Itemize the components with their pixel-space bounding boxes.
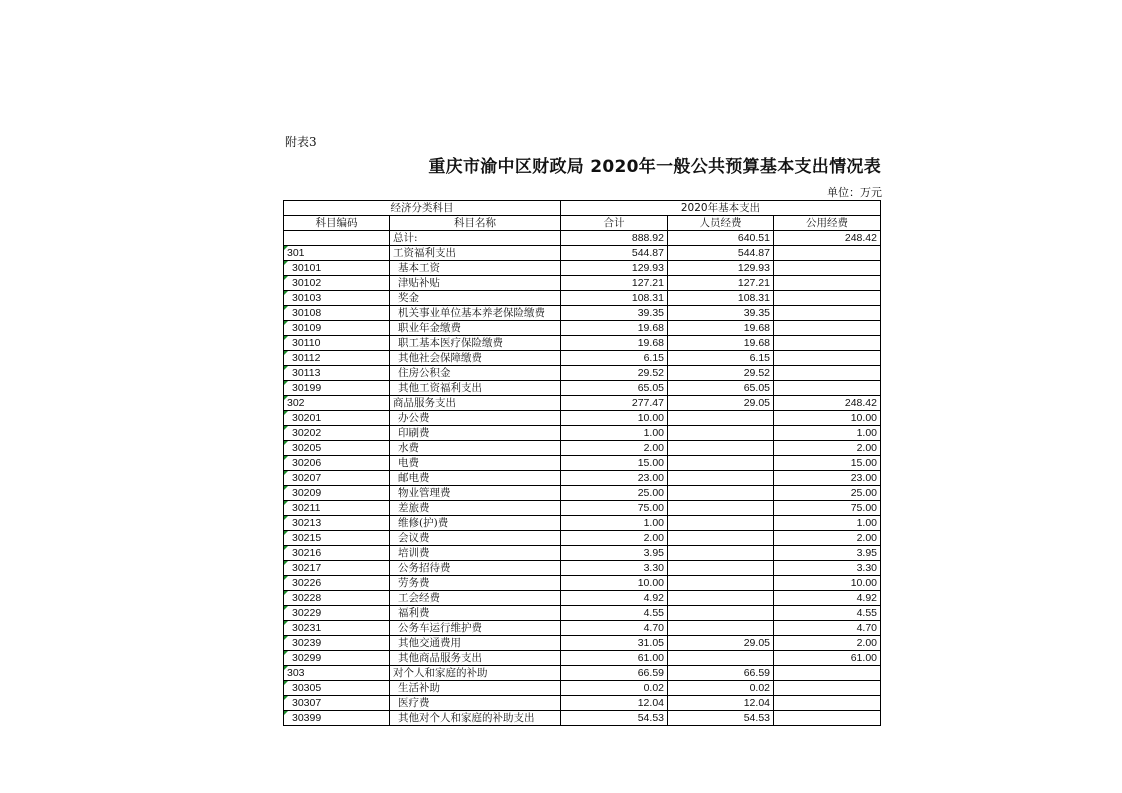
row-public [774,306,881,321]
row-personnel [668,441,774,456]
table-row [284,351,881,366]
row-total: 31.05 [561,636,668,651]
row-name: 会议费 [390,531,561,546]
row-name: 差旅费 [390,501,561,516]
row-code: 30201 [284,411,390,426]
row-personnel [668,561,774,576]
table-row [284,231,881,246]
row-personnel: 640.51 [668,231,774,246]
row-personnel: 19.68 [668,336,774,351]
row-name: 其他对个人和家庭的补助支出 [390,711,561,726]
row-name: 公务车运行维护费 [390,621,561,636]
table-row [284,666,881,681]
row-name: 邮电费 [390,471,561,486]
row-name: 商品服务支出 [390,396,561,411]
row-personnel: 0.02 [668,681,774,696]
row-name: 基本工资 [390,261,561,276]
row-public: 1.00 [774,516,881,531]
table-row [284,336,881,351]
row-personnel [668,486,774,501]
row-total: 12.04 [561,696,668,711]
row-public: 3.95 [774,546,881,561]
row-total: 19.68 [561,336,668,351]
table-row [284,696,881,711]
row-code: 30199 [284,381,390,396]
row-total: 3.30 [561,561,668,576]
row-public [774,681,881,696]
row-public [774,246,881,261]
row-name: 对个人和家庭的补助 [390,666,561,681]
row-public: 15.00 [774,456,881,471]
row-code: 30299 [284,651,390,666]
row-code: 30108 [284,306,390,321]
table-row [284,681,881,696]
row-name: 机关事业单位基本养老保险缴费 [390,306,561,321]
row-code: 30202 [284,426,390,441]
row-name: 津贴补贴 [390,276,561,291]
budget-table [283,200,881,726]
table-row [284,306,881,321]
header-economic-category: 经济分类科目 [284,201,561,216]
table-row [284,396,881,411]
table-row [284,576,881,591]
row-name: 印刷费 [390,426,561,441]
row-name: 工资福利支出 [390,246,561,261]
row-personnel [668,591,774,606]
row-code: 30103 [284,291,390,306]
row-code: 30113 [284,366,390,381]
row-personnel [668,546,774,561]
row-total: 66.59 [561,666,668,681]
row-code: 30217 [284,561,390,576]
row-personnel: 19.68 [668,321,774,336]
row-code: 30307 [284,696,390,711]
table-row [284,531,881,546]
row-public: 25.00 [774,486,881,501]
row-total: 129.93 [561,261,668,276]
row-name: 奖金 [390,291,561,306]
row-code: 30112 [284,351,390,366]
row-code: 301 [284,246,390,261]
row-personnel [668,426,774,441]
row-total: 54.53 [561,711,668,726]
table-row [284,276,881,291]
row-total: 127.21 [561,276,668,291]
row-public [774,336,881,351]
row-name: 住房公积金 [390,366,561,381]
row-name: 水费 [390,441,561,456]
row-name: 劳务费 [390,576,561,591]
row-code: 30213 [284,516,390,531]
row-name: 福利费 [390,606,561,621]
table-row [284,456,881,471]
row-code: 30110 [284,336,390,351]
row-public [774,711,881,726]
row-total: 108.31 [561,291,668,306]
row-name: 办公费 [390,411,561,426]
row-total: 23.00 [561,471,668,486]
table-row [284,366,881,381]
row-code: 30101 [284,261,390,276]
row-public: 61.00 [774,651,881,666]
row-code: 303 [284,666,390,681]
row-total: 4.92 [561,591,668,606]
header-total: 合计 [561,216,668,231]
row-personnel [668,501,774,516]
row-public [774,351,881,366]
row-public: 248.42 [774,396,881,411]
row-public: 75.00 [774,501,881,516]
row-personnel: 65.05 [668,381,774,396]
row-public: 1.00 [774,426,881,441]
row-total: 1.00 [561,426,668,441]
header-column-row [284,216,881,231]
table-row [284,246,881,261]
row-total: 3.95 [561,546,668,561]
row-public [774,381,881,396]
row-total: 15.00 [561,456,668,471]
row-code: 30215 [284,531,390,546]
row-name: 总计: [390,231,561,246]
row-public: 4.55 [774,606,881,621]
row-code: 30228 [284,591,390,606]
row-personnel [668,531,774,546]
row-name: 公务招待费 [390,561,561,576]
row-code: 30226 [284,576,390,591]
row-code: 302 [284,396,390,411]
row-public [774,276,881,291]
row-name: 职工基本医疗保险缴费 [390,336,561,351]
row-name: 其他商品服务支出 [390,651,561,666]
table-row [284,501,881,516]
row-total: 544.87 [561,246,668,261]
row-personnel [668,651,774,666]
row-public: 2.00 [774,531,881,546]
header-personnel: 人员经费 [668,216,774,231]
row-public: 2.00 [774,636,881,651]
row-public [774,666,881,681]
row-name: 职业年金缴费 [390,321,561,336]
row-personnel [668,516,774,531]
row-personnel: 127.21 [668,276,774,291]
row-code: 30205 [284,441,390,456]
row-public: 248.42 [774,231,881,246]
table-row [284,651,881,666]
row-total: 4.70 [561,621,668,636]
row-personnel: 129.93 [668,261,774,276]
row-personnel: 54.53 [668,711,774,726]
row-personnel [668,576,774,591]
row-total: 29.52 [561,366,668,381]
row-personnel: 29.05 [668,636,774,651]
row-name: 电费 [390,456,561,471]
row-personnel: 29.52 [668,366,774,381]
table-row [284,591,881,606]
row-public: 4.92 [774,591,881,606]
row-public [774,261,881,276]
row-code: 30207 [284,471,390,486]
table-row [284,516,881,531]
row-personnel: 12.04 [668,696,774,711]
row-personnel [668,456,774,471]
header-basic-expenditure: 2020年基本支出 [561,201,881,216]
table-row [284,291,881,306]
row-total: 4.55 [561,606,668,621]
annex-label: 附表3 [285,135,317,149]
row-public: 10.00 [774,576,881,591]
row-public [774,366,881,381]
row-total: 39.35 [561,306,668,321]
row-name: 工会经费 [390,591,561,606]
table-row [284,486,881,501]
table-row [284,711,881,726]
table-row [284,261,881,276]
row-public [774,291,881,306]
row-code: 30102 [284,276,390,291]
row-personnel: 544.87 [668,246,774,261]
row-personnel [668,606,774,621]
table-row [284,426,881,441]
row-code: 30239 [284,636,390,651]
row-name: 其他交通费用 [390,636,561,651]
row-personnel: 39.35 [668,306,774,321]
row-code [284,231,390,246]
row-public [774,696,881,711]
table-row [284,381,881,396]
header-group-row [284,201,881,216]
table-row [284,621,881,636]
row-name: 生活补助 [390,681,561,696]
page-title: 重庆市渝中区财政局 2020年一般公共预算基本支出情况表 [428,157,881,177]
row-name: 物业管理费 [390,486,561,501]
row-total: 10.00 [561,411,668,426]
row-personnel [668,471,774,486]
row-personnel [668,411,774,426]
row-code: 30399 [284,711,390,726]
row-public: 3.30 [774,561,881,576]
row-personnel: 108.31 [668,291,774,306]
row-name: 维修(护)费 [390,516,561,531]
row-public [774,321,881,336]
row-total: 75.00 [561,501,668,516]
row-code: 30109 [284,321,390,336]
row-total: 0.02 [561,681,668,696]
table-row [284,561,881,576]
table-row [284,546,881,561]
table-row [284,411,881,426]
row-name: 培训费 [390,546,561,561]
table-row [284,441,881,456]
row-public: 2.00 [774,441,881,456]
table-row [284,471,881,486]
table-row [284,636,881,651]
row-code: 30231 [284,621,390,636]
row-personnel [668,621,774,636]
row-total: 6.15 [561,351,668,366]
row-code: 30209 [284,486,390,501]
row-total: 10.00 [561,576,668,591]
row-total: 65.05 [561,381,668,396]
row-total: 19.68 [561,321,668,336]
header-name: 科目名称 [390,216,561,231]
row-public: 10.00 [774,411,881,426]
row-public: 4.70 [774,621,881,636]
row-name: 其他社会保障缴费 [390,351,561,366]
table-row [284,321,881,336]
table-row [284,606,881,621]
row-total: 888.92 [561,231,668,246]
header-code: 科目编码 [284,216,390,231]
row-total: 2.00 [561,531,668,546]
row-code: 30211 [284,501,390,516]
row-code: 30305 [284,681,390,696]
row-total: 1.00 [561,516,668,531]
row-code: 30216 [284,546,390,561]
row-name: 其他工资福利支出 [390,381,561,396]
row-code: 30206 [284,456,390,471]
row-personnel: 6.15 [668,351,774,366]
row-personnel: 66.59 [668,666,774,681]
row-total: 2.00 [561,441,668,456]
header-public: 公用经费 [774,216,881,231]
row-name: 医疗费 [390,696,561,711]
row-personnel: 29.05 [668,396,774,411]
row-public: 23.00 [774,471,881,486]
row-total: 25.00 [561,486,668,501]
row-code: 30229 [284,606,390,621]
row-total: 61.00 [561,651,668,666]
unit-label: 单位：万元 [827,186,882,199]
row-total: 277.47 [561,396,668,411]
